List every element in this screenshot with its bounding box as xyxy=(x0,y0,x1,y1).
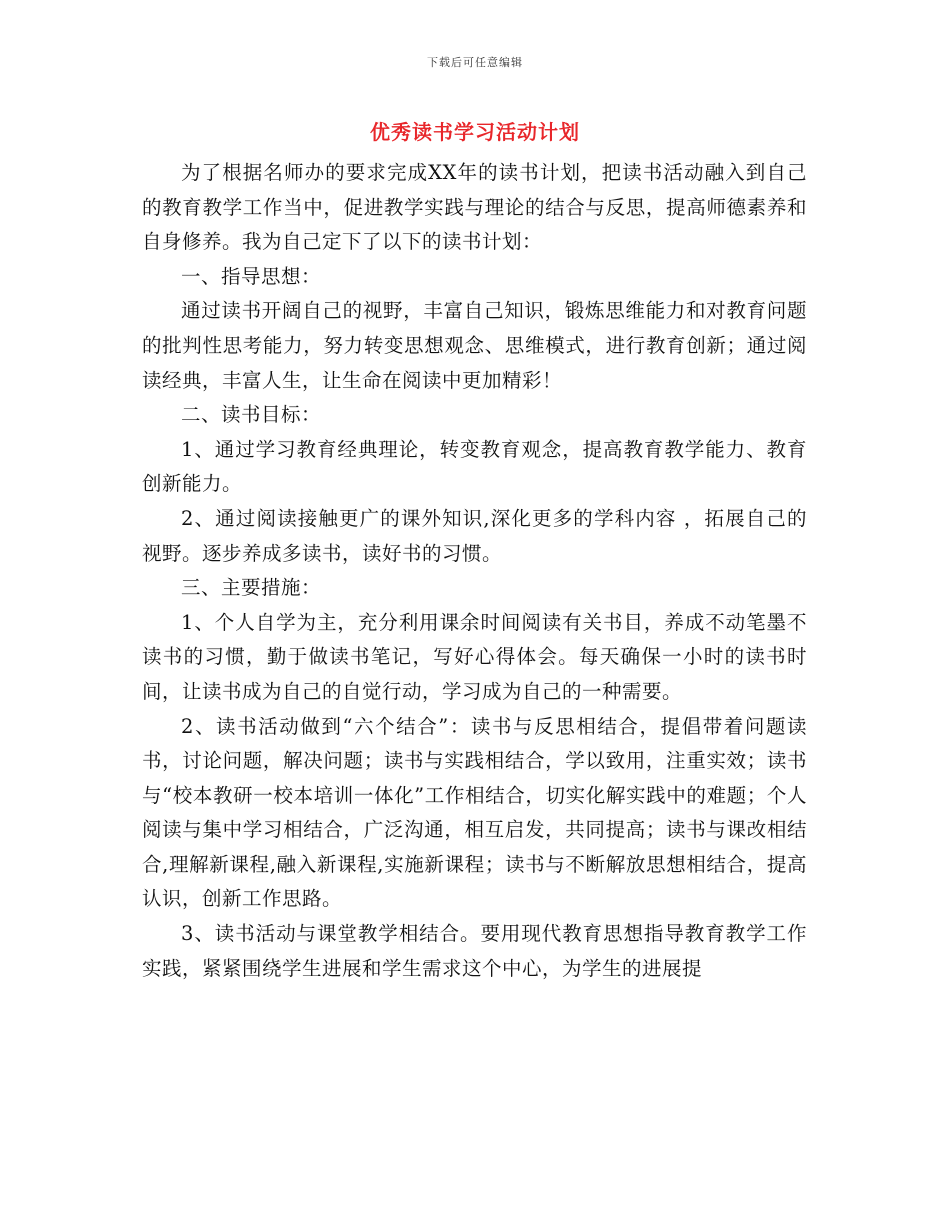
header-note: 下载后可任意编辑 xyxy=(427,56,523,69)
paragraph-goal-1: 1、通过学习教育经典理论，转变教育观念，提高教育教学能力、教育创新能力。 xyxy=(142,437,807,496)
document-body xyxy=(142,156,807,986)
heading-guiding-idea: 一、指导思想： xyxy=(181,264,322,288)
document-title: 优秀读书学习活动计划 xyxy=(370,120,580,144)
paragraph-goal-2: 2、通过阅读接触更广的课外知识,深化更多的学科内容 ，拓展自己的视野。逐步养成多读书，读好书的习惯。 xyxy=(142,506,807,565)
paragraph-guiding-idea: 通过读书开阔自己的视野，丰富自己知识，锻炼思维能力和对教育问题的批判性思考能力，努力转变思想观念、思维模式，进行教育创新；通过阅读经典，丰富人生，让生命在阅读中更加精彩！ xyxy=(142,299,807,392)
heading-reading-goals: 二、读书目标： xyxy=(181,403,322,427)
heading-main-measures: 三、主要措施： xyxy=(181,576,322,600)
paragraph-intro: 为了根据名师办的要求完成XX年的读书计划，把读书活动融入到自己的教育教学工作当中，促进教学实践与理论的结合与反思，提高师德素养和自身修养。我为自己定下了以下的读书计划： xyxy=(142,161,807,254)
paragraph-measure-1: 1、个人自学为主，充分利用课余时间阅读有关书目，养成不动笔墨不读书的习惯，勤于做读书笔记，写好心得体会。每天确保一小时的读书时间，让读书成为自己的自觉行动，学习成为自己的一种需要。 xyxy=(142,610,807,703)
paragraph-measure-3: 3、读书活动与课堂教学相结合。要用现代教育思想指导教育教学工作实践，紧紧围绕学生进展和学生需求这个中心，为学生的进展提 xyxy=(142,922,807,980)
paragraph-measure-2: 2、读书活动做到“六个结合”：读书与反思相结合，提倡带着问题读书，讨论问题，解决问题；读书与实践相结合，学以致用，注重实效；读书与“校本教研一校本培训一体化”工作相结合，切实化解实践中的难题；个人阅读与集中学习相结合，广泛沟通，相互启发，共同提高；读书与课改相结合,理解新课程,融入新课程,实施新课程；读书与不断解放思想相结合，提高认识，创新工作思路。 xyxy=(142,714,807,911)
